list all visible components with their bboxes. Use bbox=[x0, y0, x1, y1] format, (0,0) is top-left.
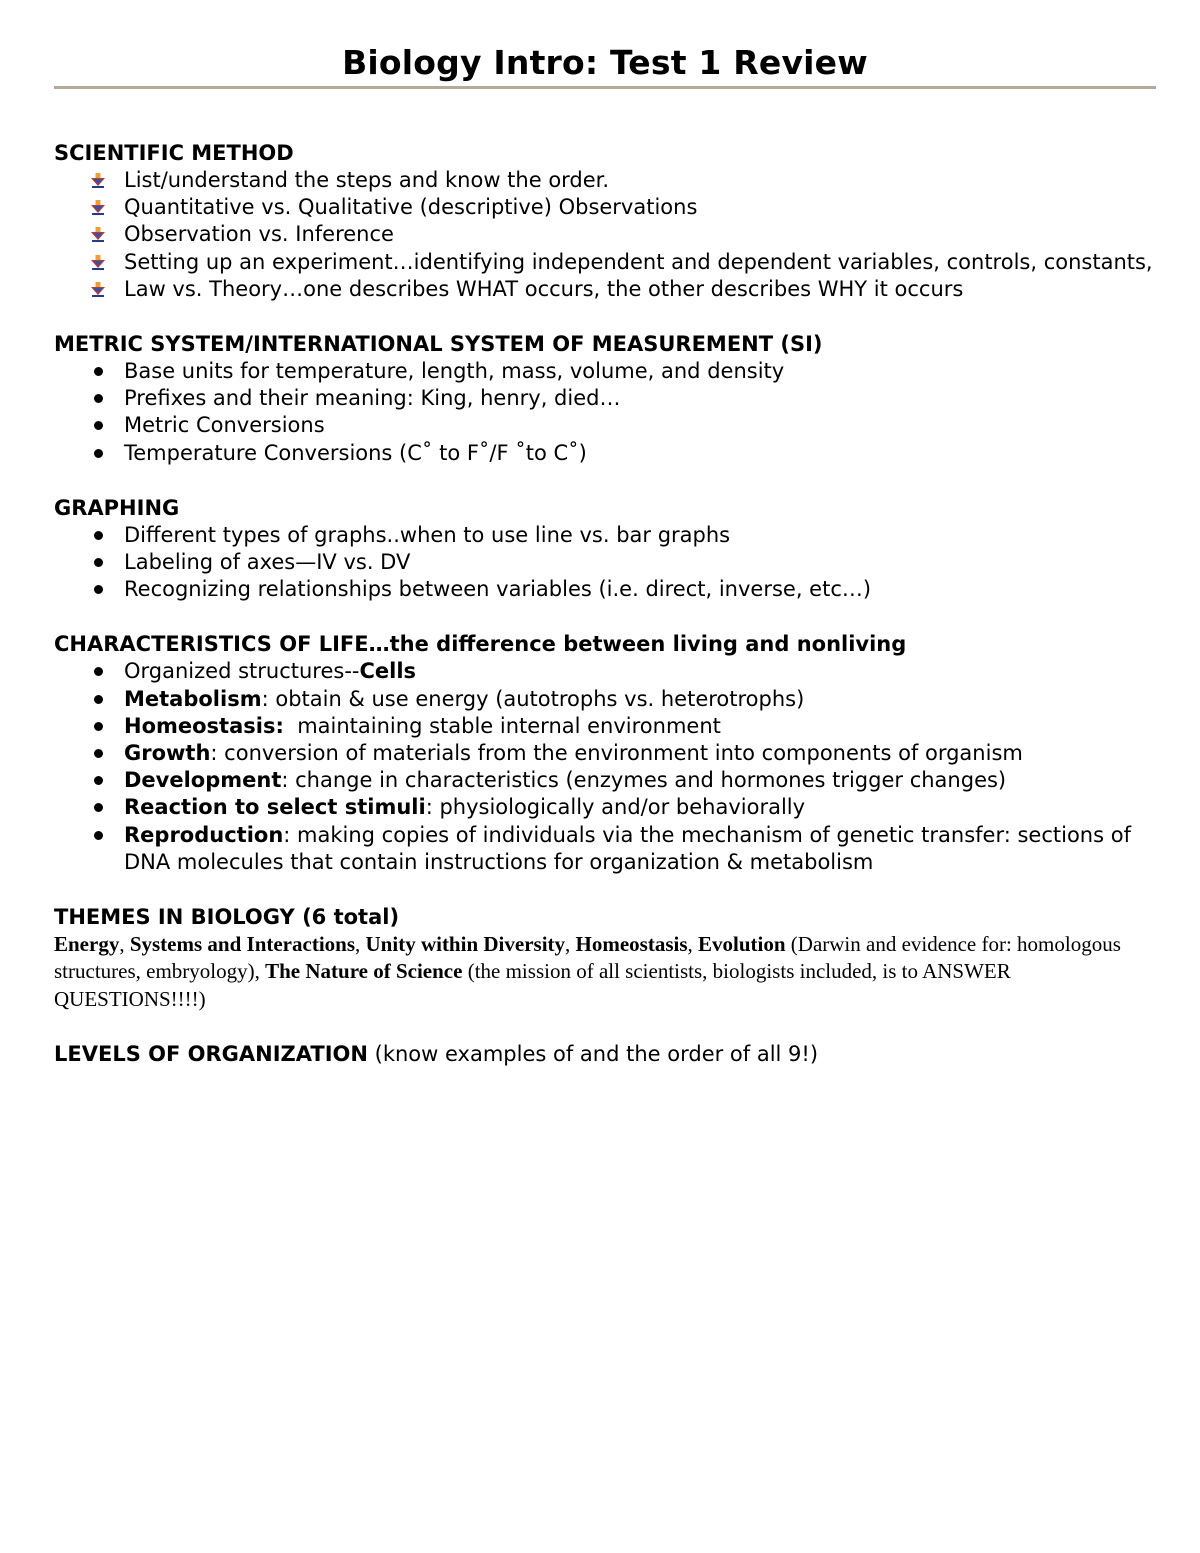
list-item-text: Setting up an experiment…identifying independent and dependent variables, controls, constants, bbox=[124, 249, 1153, 274]
section-scientific-method bbox=[54, 140, 1156, 303]
bullet-icon bbox=[86, 576, 110, 603]
arrow-bullet-icon bbox=[86, 167, 110, 194]
bullet-icon bbox=[86, 385, 110, 412]
bullet-icon bbox=[86, 412, 110, 439]
arrow-bullet-icon bbox=[86, 194, 110, 221]
list-item-term: Reproduction bbox=[124, 822, 284, 847]
list-item bbox=[54, 221, 1156, 248]
levels-heading: LEVELS OF ORGANIZATION bbox=[54, 1041, 368, 1066]
theme-text: , bbox=[355, 932, 366, 957]
list-item-text: Prefixes and their meaning: King, henry, died… bbox=[124, 386, 621, 411]
section-graphing bbox=[54, 495, 1156, 604]
list-item-term: Cells bbox=[359, 659, 417, 684]
bullet-icon bbox=[86, 522, 110, 549]
arrow-bullet-icon bbox=[86, 221, 110, 248]
bullet-icon bbox=[86, 740, 110, 767]
levels-note: (know examples of and the order of all 9!) bbox=[367, 1041, 819, 1066]
section-heading: METRIC SYSTEM/INTERNATIONAL SYSTEM OF MEASUREMENT (SI) bbox=[54, 332, 823, 357]
page-title: Biology Intro: Test 1 Review bbox=[342, 43, 868, 82]
list-item-text: Organized structures-- bbox=[124, 659, 360, 684]
theme-term: Energy bbox=[54, 932, 120, 957]
bullet-icon bbox=[86, 822, 110, 849]
theme-text: (the mission of all scientists, biologists included, is to ANSWER QUESTIONS!!!!) bbox=[54, 959, 1011, 1011]
list-item-text: : physiologically and/or behaviorally bbox=[425, 795, 806, 820]
section-heading: CHARACTERISTICS OF LIFE…the difference between living and nonliving bbox=[54, 632, 907, 657]
list-item bbox=[54, 740, 1156, 767]
list-item bbox=[54, 167, 1156, 194]
document-page bbox=[54, 40, 1156, 1068]
list-item-term: Growth bbox=[124, 741, 211, 766]
list-item bbox=[54, 767, 1156, 794]
bullet-icon bbox=[86, 794, 110, 821]
list-item-text: Law vs. Theory…one describes WHAT occurs, the other describes WHY it occurs bbox=[124, 276, 964, 301]
list-item bbox=[54, 522, 1156, 549]
list-item bbox=[54, 358, 1156, 385]
list-item bbox=[54, 549, 1156, 576]
list-item-term: Homeostasis: bbox=[124, 713, 284, 738]
themes-paragraph bbox=[54, 931, 1156, 1013]
bullet-icon bbox=[86, 658, 110, 685]
arrow-bullet-icon bbox=[86, 276, 110, 303]
title-divider bbox=[54, 86, 1156, 89]
theme-term: Systems and Interactions bbox=[129, 932, 356, 957]
theme-text: , bbox=[119, 932, 130, 957]
list-item-text: : making copies of individuals via the mechanism of genetic transfer: sections of DNA molecules that contain instructions for organization & metabolism bbox=[124, 822, 1131, 874]
section-levels-of-organization bbox=[54, 1041, 1156, 1068]
list-item bbox=[54, 822, 1156, 876]
list-item-text: : obtain & use energy (autotrophs vs. heterotrophs) bbox=[261, 686, 805, 711]
list-item-text: Labeling of axes—IV vs. DV bbox=[124, 550, 411, 575]
bullet-icon bbox=[86, 767, 110, 794]
list-item bbox=[54, 440, 1156, 467]
list-item-term: Metabolism bbox=[124, 686, 262, 711]
list-item-text: Observation vs. Inference bbox=[124, 222, 394, 247]
list-item-text: : conversion of materials from the environment into components of organism bbox=[210, 741, 1023, 766]
list-item-text: Metric Conversions bbox=[124, 413, 325, 438]
bullet-icon bbox=[86, 713, 110, 740]
list-item-text: maintaining stable internal environment bbox=[283, 713, 721, 738]
list-item-text: List/understand the steps and know the order. bbox=[124, 168, 610, 192]
arrow-bullet-icon bbox=[86, 249, 110, 276]
section-metric-system bbox=[54, 331, 1156, 467]
list-item bbox=[54, 794, 1156, 821]
list-item-text: : change in characteristics (enzymes and hormones trigger changes) bbox=[281, 768, 1007, 793]
bullet-icon bbox=[86, 686, 110, 713]
characteristics-list bbox=[54, 658, 1156, 876]
list-item bbox=[54, 194, 1156, 221]
section-heading bbox=[54, 1041, 1156, 1068]
list-item bbox=[54, 658, 1156, 685]
list-item-term: Reaction to select stimuli bbox=[124, 795, 426, 820]
bullet-icon bbox=[86, 358, 110, 385]
section-heading: GRAPHING bbox=[54, 495, 180, 520]
graphing-list bbox=[54, 522, 1156, 604]
list-item-text: Quantitative vs. Qualitative (descriptive) Observations bbox=[124, 195, 698, 220]
theme-term: Unity within Diversity bbox=[365, 932, 566, 957]
theme-term: Evolution bbox=[698, 932, 786, 957]
theme-term: The Nature of Science bbox=[265, 959, 463, 984]
section-heading: SCIENTIFIC METHOD bbox=[54, 141, 294, 165]
list-item bbox=[54, 276, 1156, 303]
section-themes bbox=[54, 904, 1156, 1013]
metric-list bbox=[54, 358, 1156, 467]
list-item bbox=[54, 249, 1156, 276]
list-item bbox=[54, 713, 1156, 740]
section-heading: THEMES IN BIOLOGY (6 total) bbox=[54, 905, 400, 930]
theme-text: (Darwin and evidence for: homologous structures, embryology), bbox=[54, 932, 1121, 984]
list-item bbox=[54, 412, 1156, 439]
bullet-icon bbox=[86, 440, 110, 467]
list-item bbox=[54, 385, 1156, 412]
list-item bbox=[54, 686, 1156, 713]
scientific-method-list bbox=[54, 167, 1156, 303]
list-item-term: Development bbox=[124, 768, 282, 793]
theme-term: Homeostasis bbox=[575, 932, 688, 957]
list-item-text: Different types of graphs..when to use line vs. bar graphs bbox=[124, 522, 731, 547]
list-item bbox=[54, 576, 1156, 603]
list-item-text: Temperature Conversions (C˚ to F˚/F ˚to C˚) bbox=[124, 440, 587, 465]
bullet-icon bbox=[86, 549, 110, 576]
section-characteristics-of-life bbox=[54, 631, 1156, 876]
list-item-text: Recognizing relationships between variables (i.e. direct, inverse, etc…) bbox=[124, 577, 872, 602]
theme-text: , bbox=[687, 932, 699, 957]
list-item-text: Base units for temperature, length, mass, volume, and density bbox=[124, 359, 785, 384]
theme-text: , bbox=[565, 932, 576, 957]
